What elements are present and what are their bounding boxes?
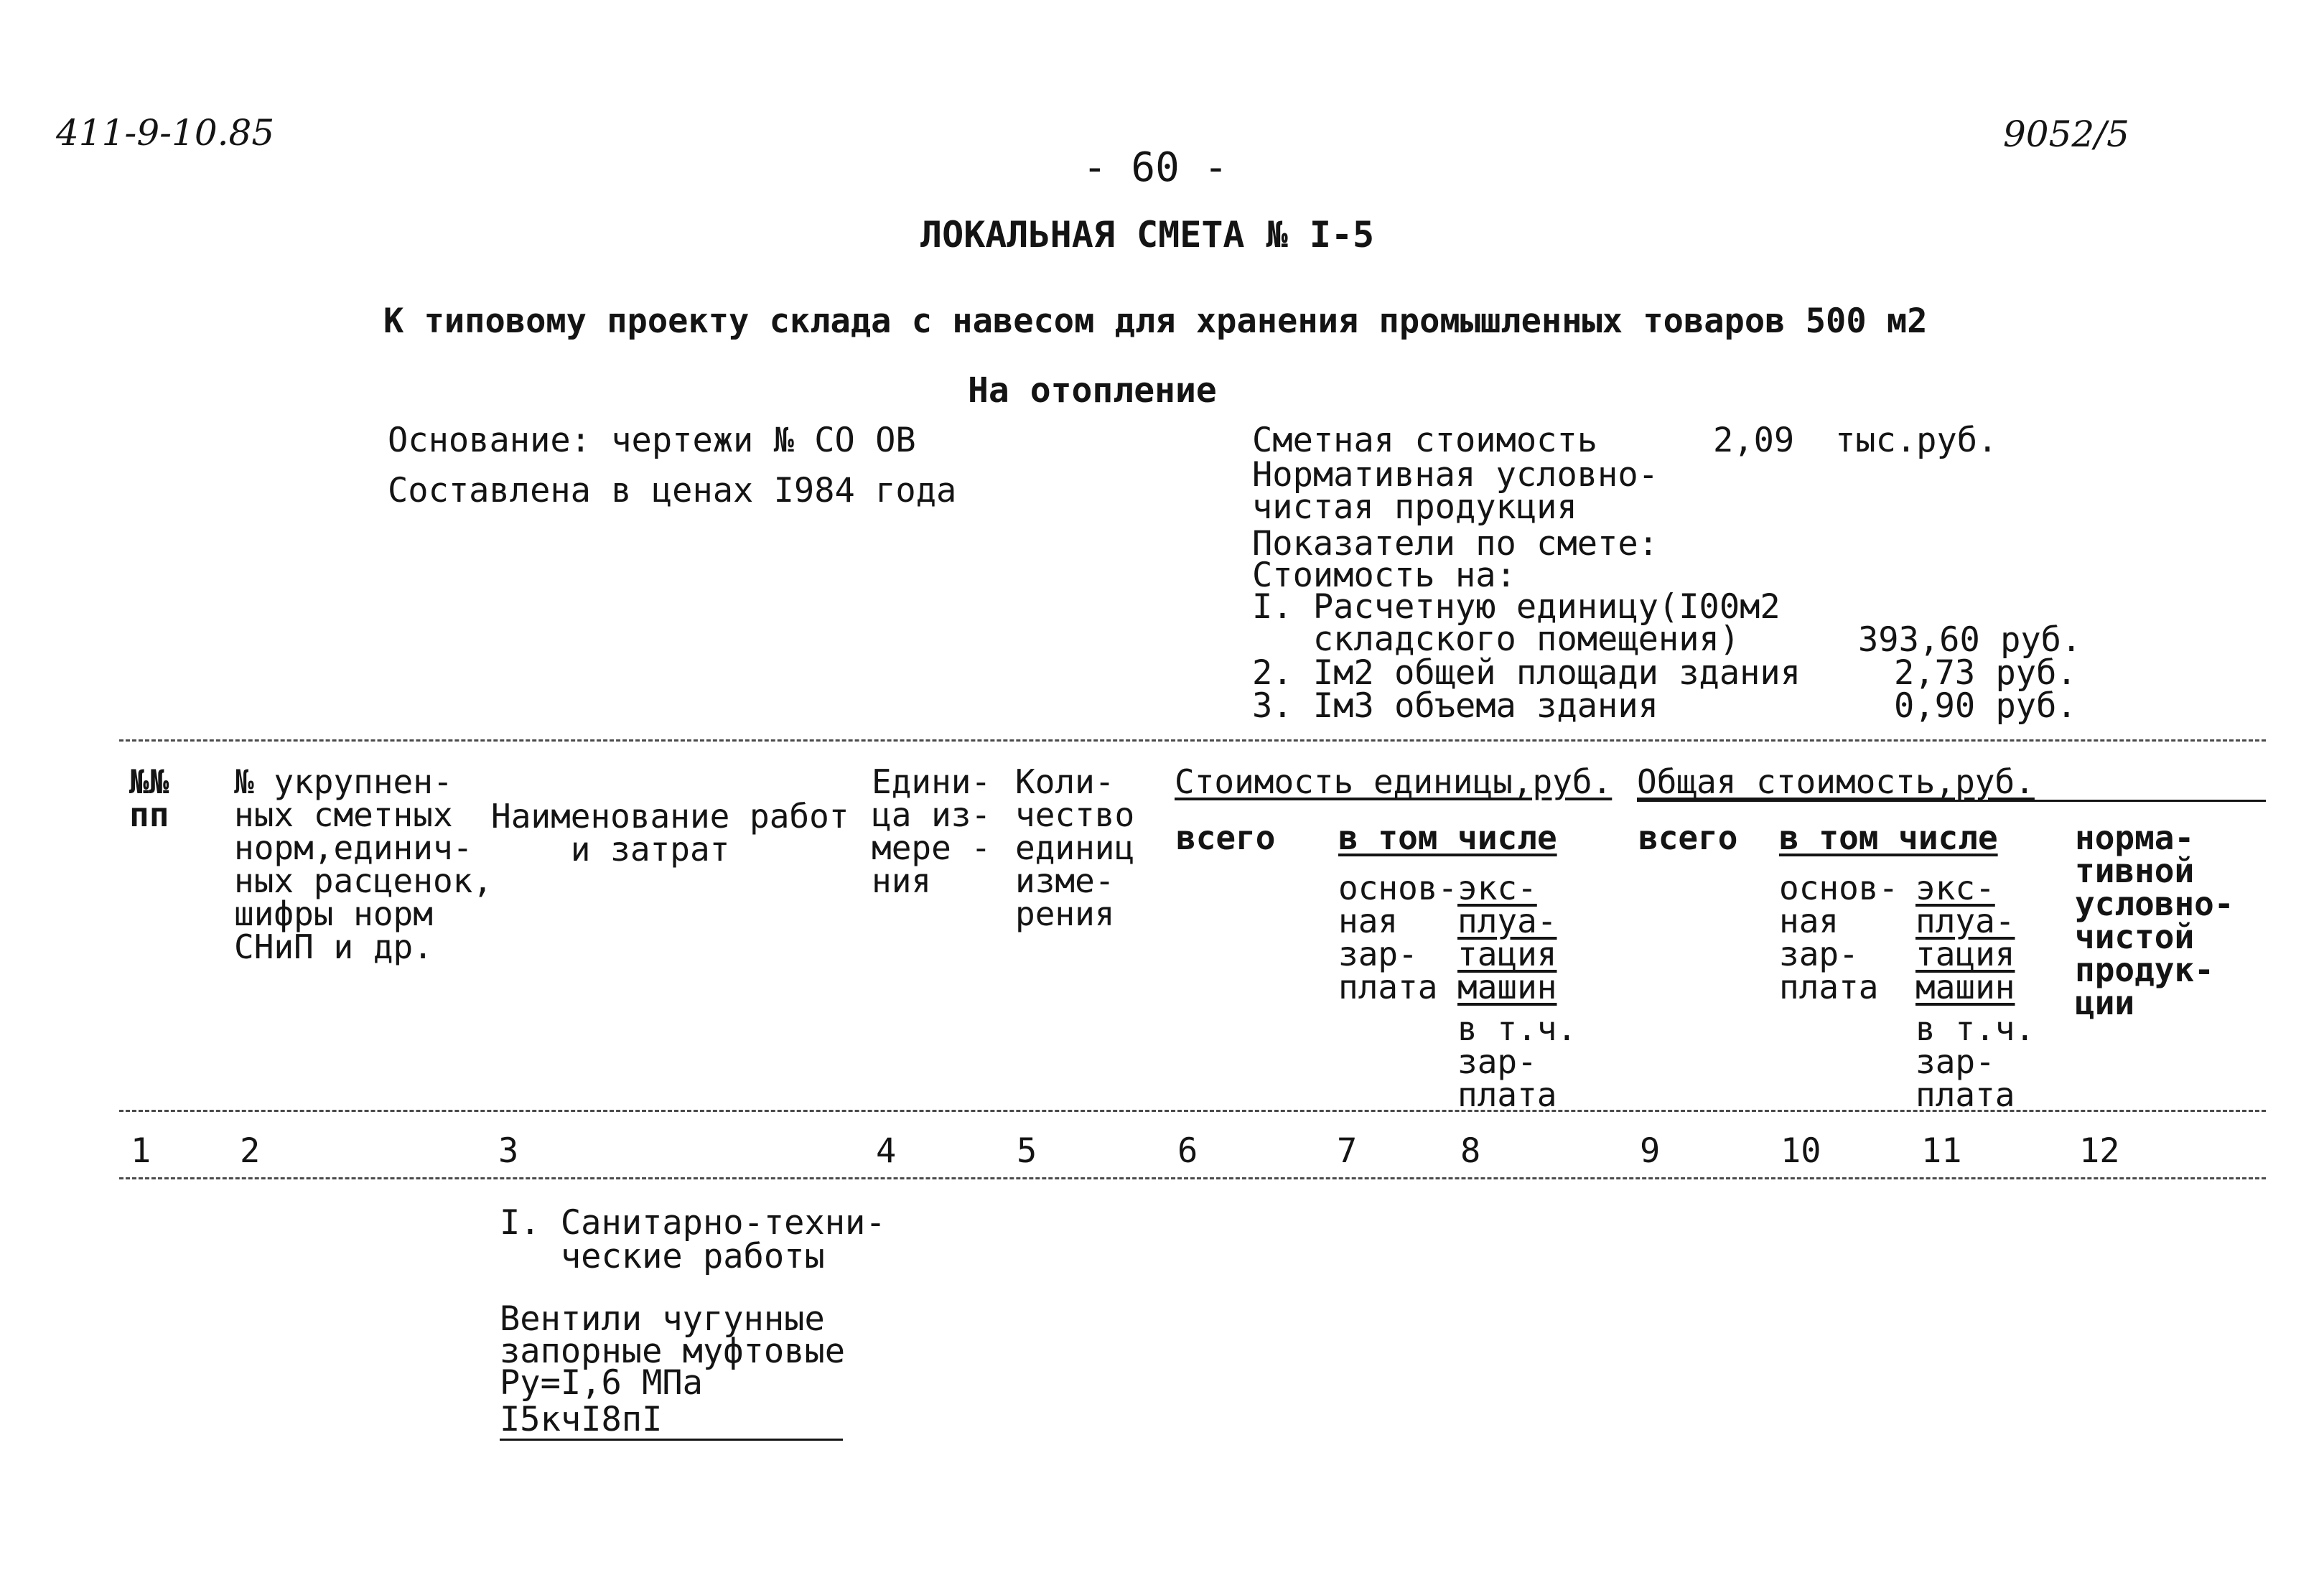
indicator-item-2-value: 2,73 руб. bbox=[1894, 653, 2077, 693]
column-number-10: 10 bbox=[1781, 1131, 1821, 1171]
header-total-total: всего bbox=[1638, 818, 1738, 857]
header-total-including: в том числе bbox=[1779, 818, 1998, 857]
estimated-cost-unit: тыс.руб. bbox=[1835, 421, 1998, 460]
header-unit: Едини- ца из- мере - ния bbox=[872, 762, 991, 900]
header-unit-cost: Стоимость единицы,руб. bbox=[1175, 762, 1613, 801]
column-number-5: 5 bbox=[1017, 1131, 1037, 1171]
handwritten-code-right: 9052/5 bbox=[2003, 113, 2129, 155]
header-unit-including: в том числе bbox=[1338, 818, 1557, 857]
header-unit-base-salary: основ- ная зар- плата bbox=[1338, 869, 1458, 1006]
basis-prices: Составлена в ценах I984 года bbox=[388, 471, 957, 510]
item-code: I5кчI8пI bbox=[500, 1400, 663, 1439]
indicators-label: Показатели по смете: bbox=[1252, 524, 1658, 564]
header-total-incl-salary: в т.ч. зар- плата bbox=[1915, 1009, 2035, 1114]
header-unit-incl-salary: в т.ч. зар- плата bbox=[1457, 1009, 1577, 1114]
column-number-2: 2 bbox=[240, 1131, 261, 1171]
header-quantity: Коли- чество единиц изме- рения bbox=[1015, 762, 1135, 933]
basis-drawings: Основание: чертежи № СО ОВ bbox=[388, 421, 916, 460]
table-top-rule bbox=[119, 739, 2266, 742]
section-title-sanitary-works: I. Санитарно-техни- ческие работы bbox=[500, 1203, 886, 1276]
column-number-8: 8 bbox=[1460, 1131, 1481, 1171]
document-title: ЛОКАЛЬНАЯ СМЕТА № I-5 bbox=[920, 214, 1375, 256]
handwritten-code-left: 411-9-10.85 bbox=[56, 112, 275, 154]
section-heading: На отопление bbox=[968, 370, 1217, 411]
normative-production-label: Нормативная условно- чистая продукция bbox=[1252, 455, 1658, 527]
indicator-item-3-label: 3. Iм3 объема здания bbox=[1252, 686, 1658, 726]
column-number-12: 12 bbox=[2079, 1131, 2120, 1171]
column-numbers-rule bbox=[119, 1177, 2266, 1179]
header-total-base-salary: основ- ная зар- плата bbox=[1779, 869, 1899, 1006]
header-total-cost: Общая стоимость,руб. bbox=[1637, 762, 2035, 801]
column-number-9: 9 bbox=[1640, 1131, 1661, 1171]
header-unit-machine-ops: экс- плуа- тация машин bbox=[1457, 869, 1557, 1006]
header-work-name: Наименование работ и затрат bbox=[491, 797, 849, 869]
header-bottom-rule bbox=[119, 1110, 2266, 1112]
estimated-cost-value: 2,09 bbox=[1713, 421, 1795, 460]
column-number-1: 1 bbox=[131, 1131, 151, 1171]
header-normative: норма- тивной условно- чистой продук- ции bbox=[2075, 818, 2234, 1022]
total-cost-underline bbox=[1637, 800, 2266, 802]
page-number: - 60 - bbox=[1083, 144, 1228, 191]
column-number-11: 11 bbox=[1921, 1131, 1962, 1171]
header-norm-code: № укрупнен- ных сметных норм,единич- ных расценок, шифры норм СНиП и др. bbox=[234, 762, 493, 966]
column-number-7: 7 bbox=[1337, 1131, 1358, 1171]
indicator-item-3-value: 0,90 руб. bbox=[1894, 686, 2077, 726]
header-row-number: №№ пп bbox=[129, 762, 169, 834]
column-number-6: 6 bbox=[1177, 1131, 1198, 1171]
item-cast-iron-valves: Вентили чугунные запорные муфтовые Ру=I,6 МПа bbox=[500, 1299, 846, 1403]
header-total-machine-ops: экс- плуа- тация машин bbox=[1915, 869, 2015, 1006]
estimated-cost-label: Сметная стоимость bbox=[1252, 421, 1598, 460]
column-number-4: 4 bbox=[876, 1131, 897, 1171]
indicator-item-1-label: I. Расчетную единицу(I00м2 складского помещения) bbox=[1252, 587, 1781, 659]
item-code-underline bbox=[500, 1439, 843, 1441]
document-subtitle: К типовому проекту склада с навесом для хранения промышленных товаров 500 м2 bbox=[383, 301, 1928, 341]
cost-per-label: Стоимость на: bbox=[1252, 556, 1516, 595]
indicator-item-2-label: 2. Iм2 общей площади здания bbox=[1252, 653, 1801, 693]
column-number-3: 3 bbox=[498, 1131, 519, 1171]
header-unit-total: всего bbox=[1176, 818, 1276, 857]
indicator-item-1-value: 393,60 руб. bbox=[1858, 620, 2082, 660]
